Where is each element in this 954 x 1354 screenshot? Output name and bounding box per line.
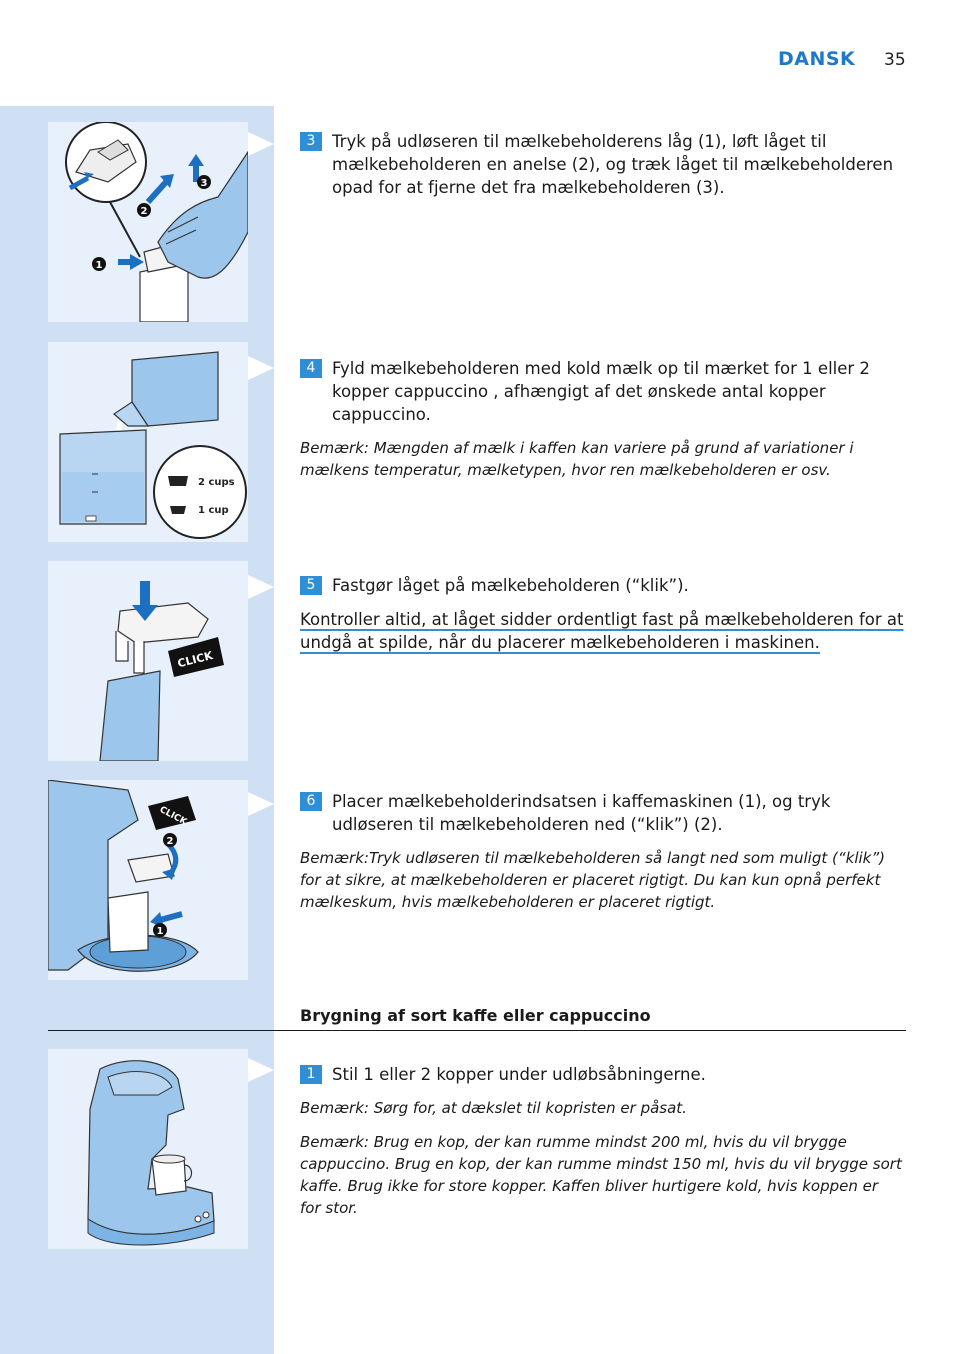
step-4: [300, 357, 900, 426]
language-heading: DANSK: [778, 48, 856, 70]
step-text: Fastgør låget på mælkebeholderen (“klik”).: [332, 576, 689, 595]
note-press-release: Bemærk:Tryk udløseren til mælkebeholderen så langt ned som muligt (“klik”) for at sikre, at mælkebeholderen er placeret rigtigt. Du kan kun opnå perfekt mælkeskum, hvis mælkebeholderen er placeret rigtigt.: [300, 849, 885, 911]
label-2-cups: 2 cups: [198, 477, 235, 488]
step-number-badge: 1: [300, 1065, 322, 1084]
pointer-notch: [248, 1058, 274, 1082]
step-number-badge: 5: [300, 576, 322, 595]
click-label: CLICK: [157, 804, 189, 828]
pointer-notch: [248, 792, 274, 816]
marker-1: 1: [95, 260, 103, 271]
label-1-cup: 1 cup: [198, 505, 229, 516]
note-cup-tray-cover: Bemærk: Sørg for, at dækslet til kopristen er påsat.: [300, 1099, 687, 1117]
illustration-place-insert: [48, 780, 248, 980]
pointer-notch: [248, 132, 274, 156]
step-3: [300, 130, 900, 199]
section-title: Brygning af sort kaffe eller cappuccino: [300, 1006, 651, 1025]
marker-2: 2: [166, 836, 174, 847]
warning-text: Kontroller altid, at låget sidder ordentligt fast på mælkebeholderen for at undgå at spilde, når du placerer mælkebeholderen i maskinen.: [300, 610, 904, 652]
pointer-notch: [248, 575, 274, 599]
marker-1: 1: [156, 926, 164, 937]
pointer-notch: [248, 356, 274, 380]
note-cup-size: Bemærk: Brug en kop, der kan rumme mindst 200 ml, hvis du vil brygge cappuccino. Brug en kop, der kan rumme mindst 150 ml, hvis du vil brygge sort kaffe. Brug ikke for store kopper. Kaffen bliver hurtigere kold, hvis koppen er for stor.: [300, 1133, 902, 1217]
illustration-machine-with-cup: [48, 1049, 248, 1249]
warning-lid-check: [300, 608, 906, 654]
note-milk-variation: Bemærk: Mængden af mælk i kaffen kan variere på grund af variationer i mælkens temperatur, mælketypen, hvor ren mælkebeholderen er osv.: [300, 439, 854, 479]
step-6: [300, 790, 900, 836]
section-divider: [48, 1030, 906, 1031]
step-number-badge: 4: [300, 359, 322, 378]
step-number-badge: 3: [300, 132, 322, 151]
marker-3: 3: [200, 178, 208, 189]
step-text: Fyld mælkebeholderen med kold mælk op til mærket for 1 eller 2 kopper cappuccino , afhængigt af det ønskede antal kopper cappuccino.: [332, 359, 870, 424]
step-text: Placer mælkebeholderindsatsen i kaffemaskinen (1), og tryk udløseren til mælkebeholderen ned (“klik”) (2).: [332, 792, 831, 834]
click-label: CLICK: [176, 648, 215, 671]
step-text: Tryk på udløseren til mælkebeholderens låg (1), løft låget til mælkebeholderen en anelse (2), og træk låget til mælkebeholderen opad for at fjerne det fra mælkebeholderen (3).: [332, 132, 894, 197]
illustration-remove-lid: [48, 122, 248, 322]
step-text: Stil 1 eller 2 kopper under udløbsåbningerne.: [332, 1065, 706, 1084]
page-number: 35: [884, 50, 906, 70]
illustration-fill-milk: [48, 342, 248, 542]
marker-2: 2: [140, 206, 148, 217]
illustration-attach-lid: [48, 561, 248, 761]
brew-step-1: [300, 1063, 900, 1086]
step-5: [300, 574, 900, 597]
step-number-badge: 6: [300, 792, 322, 811]
